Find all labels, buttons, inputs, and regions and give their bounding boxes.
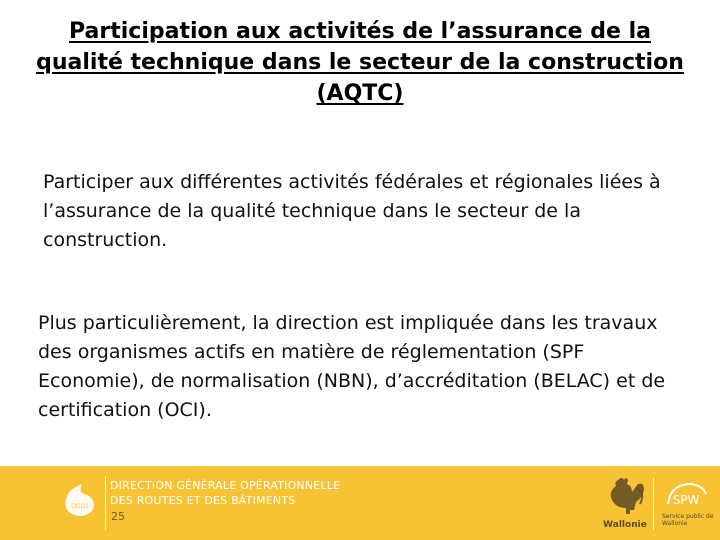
dgo-logo-text: DGO1 (71, 503, 89, 510)
dgo-logo-icon (60, 480, 100, 520)
wallonie-rooster-icon (600, 474, 650, 518)
spw-logo-icon (662, 480, 710, 512)
footer-direction-line-2: DES ROUTES ET DES BÂTIMENTS (110, 494, 296, 507)
intro-paragraph: Participer aux différentes activités fédérales et régionales liées à l’assurance de la qualité technique dans le secteur de la construction. (43, 171, 661, 251)
slide-title: Participation aux activités de l’assurance de la qualité technique dans le secteur de la construction (AQTC) (36, 19, 684, 106)
spw-logo-text: SPW (672, 493, 700, 507)
spw-label: Service public de Wallonie (662, 513, 714, 527)
footer-divider-right (653, 478, 654, 530)
detail-paragraph: Plus particulièrement, la direction est impliquée dans les travaux des organismes actifs en matière de réglementation (SPF Economie), de normalisation (NBN), d’accréditation (BELAC) et de certification (OCI). (38, 312, 666, 421)
wallonie-label: Wallonie (603, 520, 647, 530)
page-number: 25 (111, 510, 125, 523)
footer-divider-left (105, 476, 106, 530)
footer-direction-line-1: DIRECTION GÉNÉRALE OPÉRATIONNELLE (110, 479, 341, 492)
